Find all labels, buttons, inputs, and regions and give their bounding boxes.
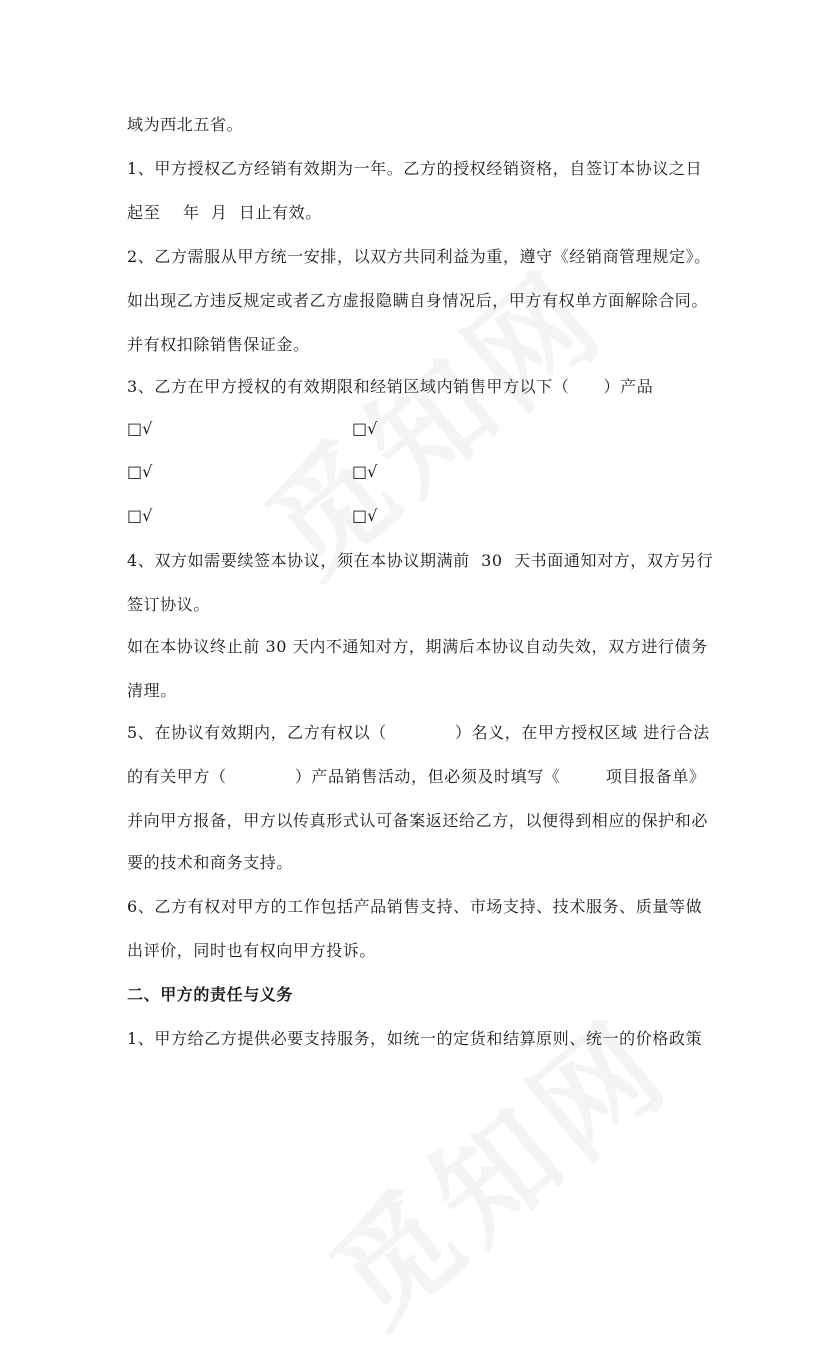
text-line: 1、甲方授权乙方经销有效期为一年。乙方的授权经销资格，自签订本协议之日 bbox=[127, 159, 703, 178]
text-line: 如出现乙方违反规定或者乙方虚报隐瞒自身情况后，甲方有权单方面解除合同。 bbox=[127, 291, 709, 310]
product-checkbox[interactable]: □√ bbox=[127, 506, 153, 525]
text-line: 4、双方如需要续签本协议，须在本协议期满前 30 天书面通知对方，双方另行 bbox=[127, 551, 714, 570]
product-checkbox[interactable]: □√ bbox=[127, 419, 153, 438]
text-line: 要的技术和商务支持。 bbox=[127, 853, 294, 872]
text-line: 6、乙方有权对甲方的工作包括产品销售支持、市场支持、技术服务、质量等做 bbox=[127, 897, 703, 916]
section-heading: 二、甲方的责任与义务 bbox=[127, 985, 294, 1004]
product-checkbox[interactable]: □√ bbox=[127, 462, 153, 481]
watermark bbox=[225, 225, 634, 607]
text-line: 如在本协议终止前 30 天内不通知对方，期满后本协议自动失效，双方进行债务 bbox=[127, 637, 708, 656]
text-line: 出评价，同时也有权向甲方投诉。 bbox=[127, 941, 377, 960]
text-line: 5、在协议有效期内，乙方有权以（ ）名义，在甲方授权区域 进行合法 bbox=[127, 723, 710, 742]
text-line: 的有关甲方（ ）产品销售活动，但必须及时填写《 项目报备单》 bbox=[127, 767, 706, 786]
text-line: 1、甲方给乙方提供必要支持服务，如统一的定货和结算原则、统一的价格政策 bbox=[127, 1029, 703, 1048]
text-line: 域为西北五省。 bbox=[127, 115, 244, 134]
product-checkbox[interactable]: □√ bbox=[352, 506, 378, 525]
text-line: 并有权扣除销售保证金。 bbox=[127, 335, 310, 354]
text-line: 并向甲方报备，甲方以传真形式认可备案返还给乙方，以便得到相应的保护和必 bbox=[127, 811, 709, 830]
text-line: 清理。 bbox=[127, 681, 177, 700]
text-line: 起至 年 月 日止有效。 bbox=[127, 203, 322, 222]
text-line: 签订协议。 bbox=[127, 595, 211, 614]
text-line: 3、乙方在甲方授权的有效期限和经销区域内销售甲方以下（ ）产品 bbox=[127, 377, 654, 396]
product-checkbox[interactable]: □√ bbox=[352, 462, 378, 481]
text-line: 2、乙方需服从甲方统一安排，以双方共同利益为重，遵守《经销商管理规定》。 bbox=[127, 247, 711, 266]
product-checkbox[interactable]: □√ bbox=[352, 419, 378, 438]
